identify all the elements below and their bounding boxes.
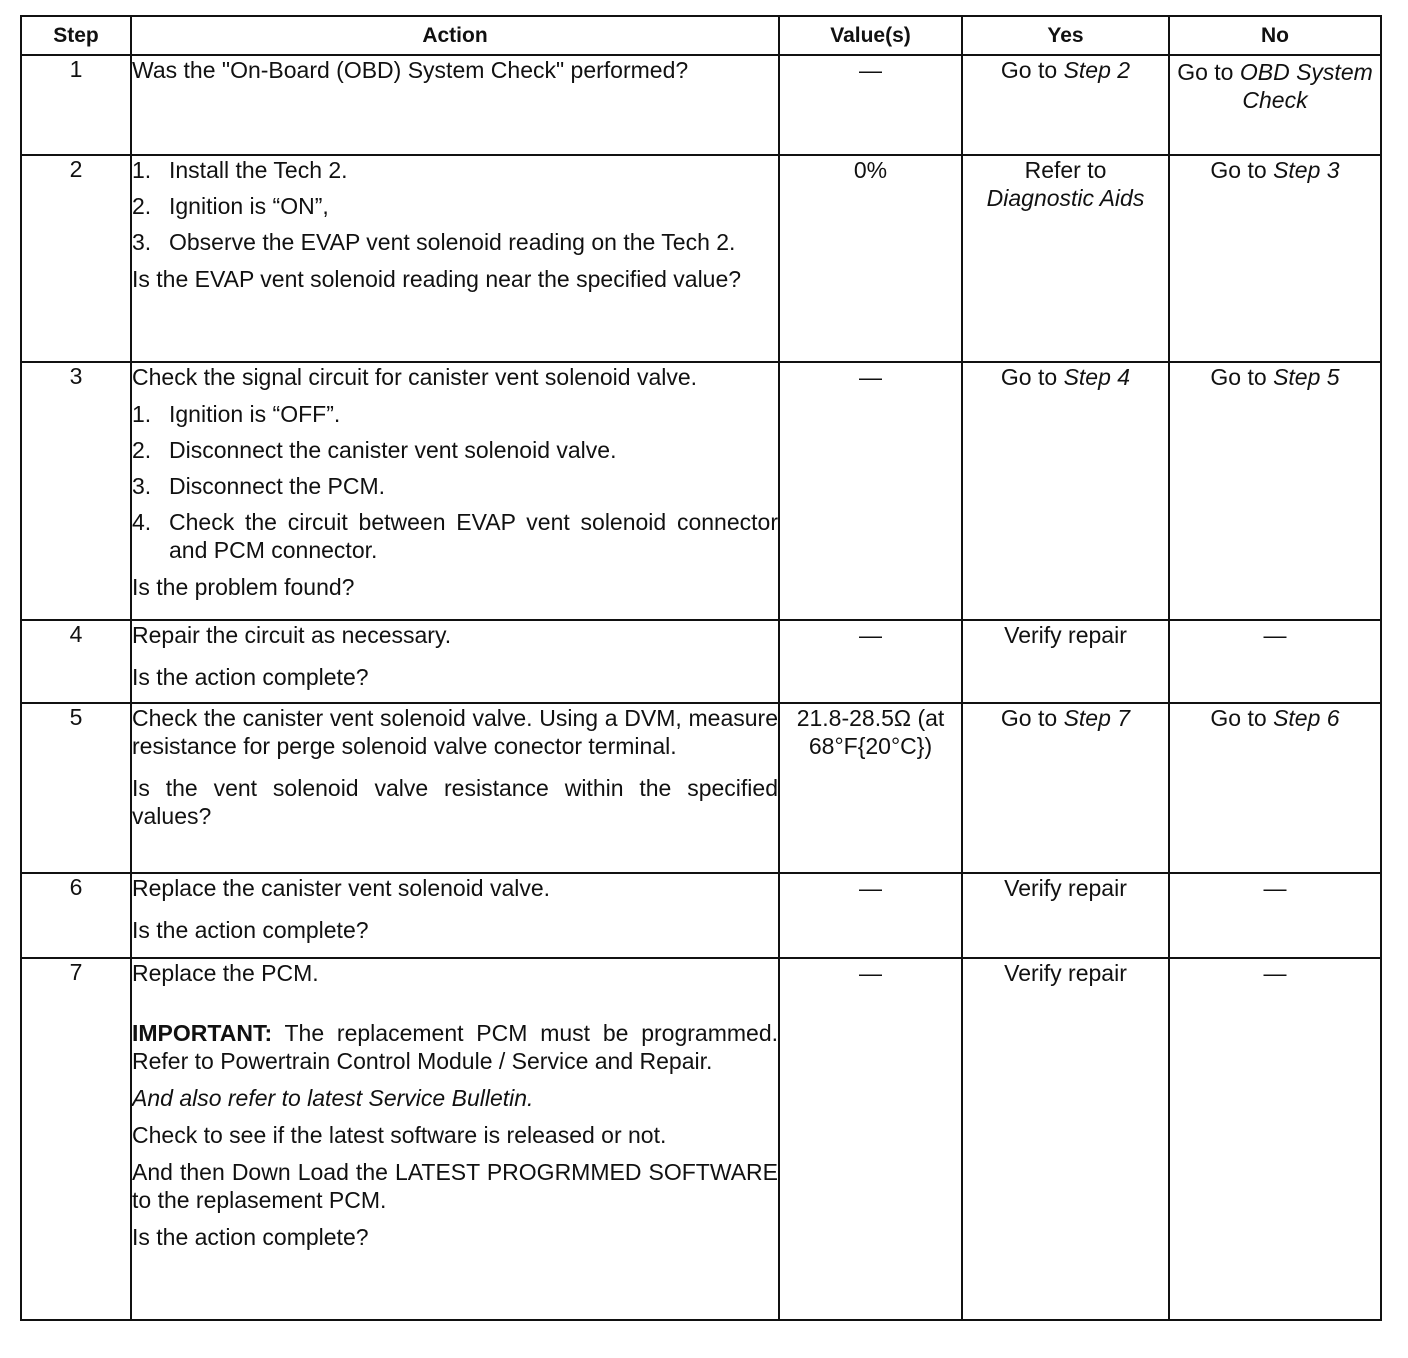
no-link: Step 6 <box>1273 705 1340 731</box>
action-cell <box>131 873 779 958</box>
no-cell <box>1169 703 1381 873</box>
yes-cell <box>962 55 1169 155</box>
action-step: 3. Disconnect the PCM. <box>132 473 386 499</box>
step-number: 5 <box>21 703 131 873</box>
important-label: IMPORTANT: <box>132 1020 273 1046</box>
action-cell <box>131 55 779 155</box>
important-note <box>132 1019 778 1075</box>
action-step: 1. Install the Tech 2. <box>132 157 348 183</box>
header-action: Action <box>131 16 779 55</box>
no-text: Go to <box>1210 157 1274 183</box>
header-no: No <box>1169 16 1381 55</box>
action-question: Is the action complete? <box>132 917 369 943</box>
value-cell: — <box>779 873 962 958</box>
yes-text: Go to <box>1000 57 1064 83</box>
no-cell: — <box>1169 873 1381 958</box>
action-steps <box>132 156 778 256</box>
action-question: Was the "On-Board (OBD) System Check" performed? <box>132 57 689 83</box>
table-row <box>21 958 1381 1320</box>
yes-link: Diagnostic Aids <box>986 185 1145 211</box>
table-row <box>21 873 1381 958</box>
no-cell <box>1169 362 1381 620</box>
yes-text: Go to <box>1000 705 1064 731</box>
download-note: And then Down Load the LATEST PROGRMMED SOFTWARE to the replasement PCM. <box>132 1159 778 1213</box>
action-intro: Repair the circuit as necessary. <box>132 622 452 648</box>
no-link: Step 5 <box>1273 364 1340 390</box>
action-step: 1. Ignition is “OFF”. <box>132 401 341 427</box>
step-number: 6 <box>21 873 131 958</box>
action-intro: Replace the PCM. <box>132 960 319 986</box>
step-number: 3 <box>21 362 131 620</box>
header-yes: Yes <box>962 16 1169 55</box>
action-question: Is the action complete? <box>132 664 369 690</box>
yes-link: Step 4 <box>1063 364 1131 390</box>
no-cell <box>1169 55 1381 155</box>
action-step: 2. Disconnect the canister vent solenoid valve. <box>132 437 617 463</box>
action-step: 4. Check the circuit between EVAP vent solenoid connector and PCM connector. <box>132 509 778 563</box>
action-question: Is the vent solenoid valve resistance within the specified values? <box>132 775 778 829</box>
step-number: 4 <box>21 620 131 703</box>
table-row <box>21 155 1381 362</box>
no-link: OBD System Check <box>1239 59 1373 113</box>
action-cell <box>131 958 779 1320</box>
value-cell: 0% <box>779 155 962 362</box>
step-number: 7 <box>21 958 131 1320</box>
action-question: Is the problem found? <box>132 574 355 600</box>
yes-link: Step 2 <box>1063 57 1131 83</box>
no-text: Go to <box>1210 705 1274 731</box>
no-text: Go to <box>1177 59 1240 85</box>
table-row <box>21 703 1381 873</box>
yes-cell: Verify repair <box>962 958 1169 1320</box>
yes-cell <box>962 155 1169 362</box>
action-cell <box>131 703 779 873</box>
value-cell: — <box>779 620 962 703</box>
value-cell: 21.8-28.5Ω (at 68°F{20°C}) <box>779 703 962 873</box>
step-number: 2 <box>21 155 131 362</box>
diagnostic-table <box>20 15 1382 1321</box>
bulletin-note: And also refer to latest Service Bulletin. <box>132 1085 534 1111</box>
header-values: Value(s) <box>779 16 962 55</box>
header-row <box>21 16 1381 55</box>
value-cell: — <box>779 55 962 155</box>
no-link: Step 3 <box>1273 157 1340 183</box>
action-cell <box>131 362 779 620</box>
step-number: 1 <box>21 55 131 155</box>
value-cell: — <box>779 362 962 620</box>
yes-text: Refer to <box>1024 157 1107 183</box>
yes-cell <box>962 703 1169 873</box>
yes-link: Step 7 <box>1063 705 1131 731</box>
action-intro: Check the signal circuit for canister vent solenoid valve. <box>132 364 698 390</box>
no-text: Go to <box>1210 364 1274 390</box>
action-steps <box>132 400 778 564</box>
action-question: Is the EVAP vent solenoid reading near the specified value? <box>132 266 742 292</box>
table-row <box>21 620 1381 703</box>
action-cell <box>131 620 779 703</box>
value-cell: — <box>779 958 962 1320</box>
no-cell <box>1169 155 1381 362</box>
yes-cell <box>962 362 1169 620</box>
action-step: 2. Ignition is “ON”, <box>132 193 329 219</box>
software-check: Check to see if the latest software is released or not. <box>132 1122 667 1148</box>
action-intro: Check the canister vent solenoid valve. Using a DVM, measure resistance for perge solenoid valve conector terminal. <box>132 705 778 759</box>
yes-cell: Verify repair <box>962 873 1169 958</box>
table-row <box>21 362 1381 620</box>
action-step: 3. Observe the EVAP vent solenoid reading on the Tech 2. <box>132 229 736 255</box>
action-intro: Replace the canister vent solenoid valve. <box>132 875 551 901</box>
action-question: Is the action complete? <box>132 1224 369 1250</box>
table-row <box>21 55 1381 155</box>
header-step: Step <box>21 16 131 55</box>
no-cell: — <box>1169 620 1381 703</box>
yes-text: Go to <box>1000 364 1064 390</box>
important-text: The replacement PCM must be programmed. Refer to Powertrain Control Module / Service and Repair. <box>132 1020 778 1074</box>
no-cell: — <box>1169 958 1381 1320</box>
yes-cell: Verify repair <box>962 620 1169 703</box>
action-cell <box>131 155 779 362</box>
